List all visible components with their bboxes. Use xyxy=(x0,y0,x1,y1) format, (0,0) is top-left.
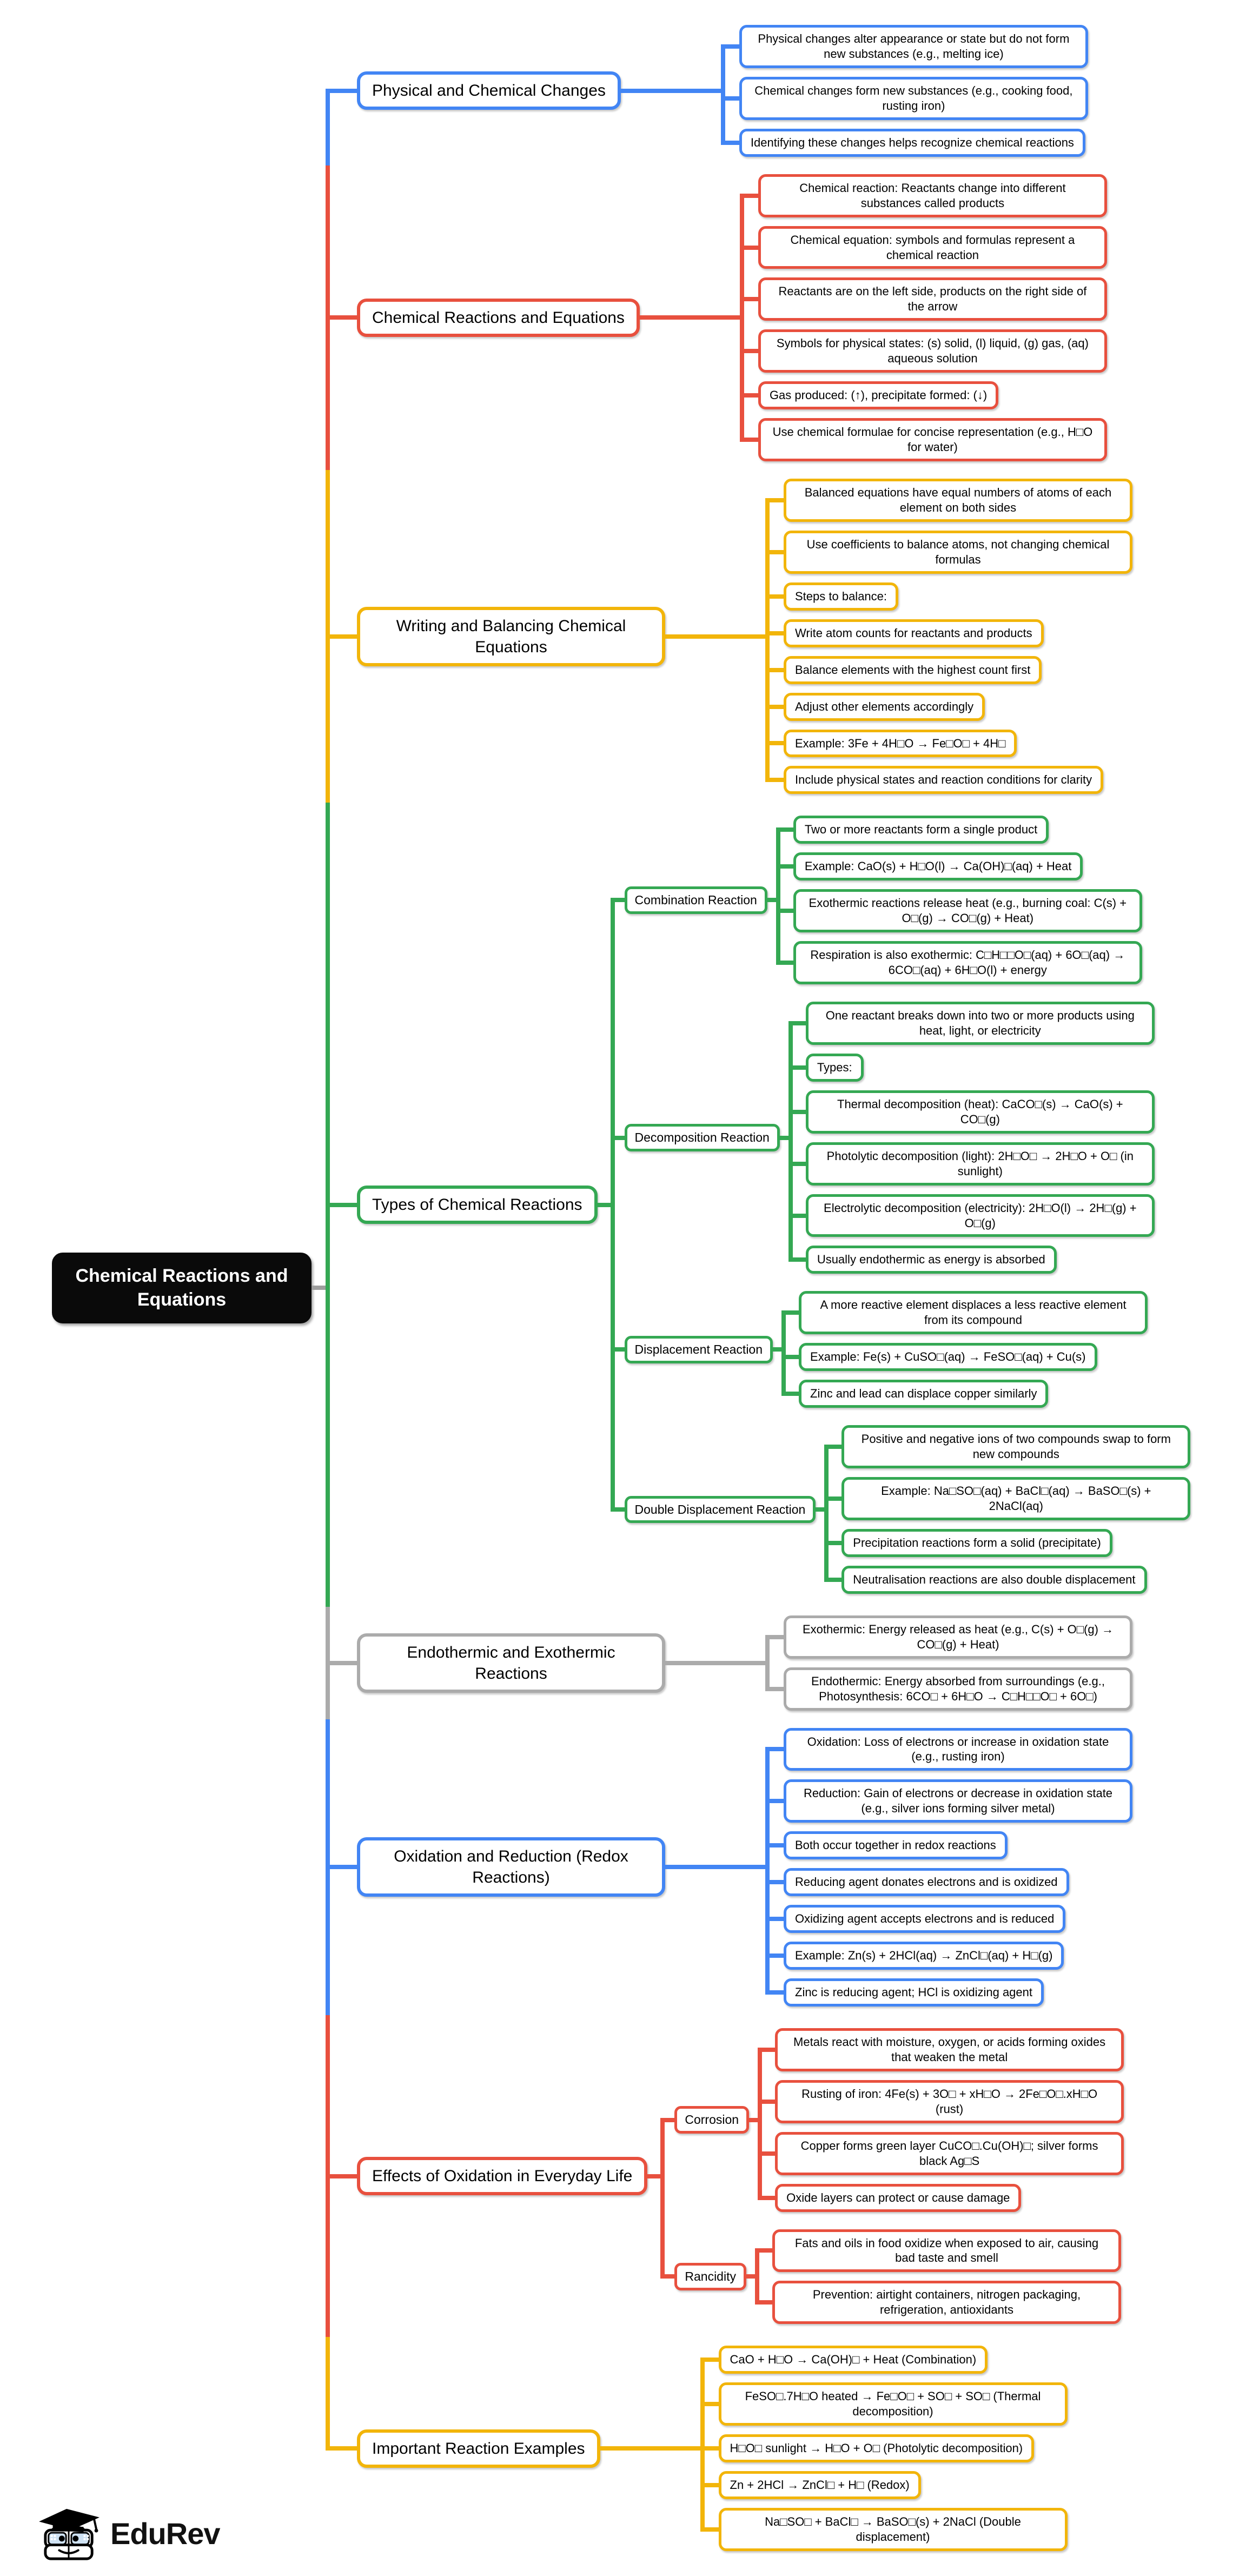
tree-row xyxy=(758,2128,1124,2180)
tree-row xyxy=(326,803,1190,1606)
tree-branch xyxy=(625,1287,1148,1412)
tree-row xyxy=(721,21,1088,72)
tree-branch xyxy=(758,277,1107,321)
leaf-node: Reduction: Gain of electrons or decrease in oxidation state (e.g., silver ions forming silver metal) xyxy=(784,1779,1132,1823)
leaf-node: Respiration is also exothermic: C□H□□O□(aq) + 6O□(aq) → 6CO□(aq) + 6H□O(l) + energy xyxy=(793,941,1142,984)
children-group xyxy=(824,1421,1190,1598)
tree-branch xyxy=(357,1611,1132,1715)
leaf-node: Na□SO□ + BaCl□ → BaSO□(s) + 2NaCl (Double displacement) xyxy=(719,2508,1068,2551)
tree-row xyxy=(824,1421,1190,1473)
leaf-node: CaO + H□O → Ca(OH)□ + Heat (Combination) xyxy=(719,2346,988,2374)
tree-row xyxy=(788,997,1155,1049)
leaf-node: Usually endothermic as energy is absorbed xyxy=(806,1246,1057,1274)
children-group xyxy=(776,811,1142,989)
children-group xyxy=(721,21,1088,161)
tree-row xyxy=(611,807,1191,993)
leaf-node: Reducing agent donates electrons and is oxidized xyxy=(784,1868,1069,1896)
branch-node: Chemical Reactions and Equations xyxy=(357,299,640,337)
tree-branch xyxy=(52,16,1190,2560)
tree-row xyxy=(326,165,1190,470)
leaf-node: Neutralisation reactions are also double displacement xyxy=(841,1566,1147,1594)
tree-row xyxy=(765,474,1132,526)
tree-row xyxy=(326,16,1190,165)
leaf-node: A more reactive element displaces a less reactive element from its compound xyxy=(799,1291,1148,1334)
tree-branch xyxy=(784,582,898,611)
leaf-node: Copper forms green layer CuCO□.Cu(OH)□; silver forms black Ag□S xyxy=(775,2132,1124,2175)
tree-row xyxy=(776,885,1142,937)
tree-branch xyxy=(806,1054,864,1082)
tree-branch xyxy=(793,889,1142,932)
tree-branch xyxy=(784,531,1132,574)
tree-row xyxy=(765,652,1132,688)
subbranch-node: Displacement Reaction xyxy=(625,1336,773,1363)
tree-row xyxy=(765,1974,1132,2011)
tree-branch xyxy=(772,2229,1121,2273)
tree-row xyxy=(700,2504,1068,2555)
tree-branch xyxy=(784,1615,1132,1659)
leaf-node: Endothermic: Energy absorbed from surroundings (e.g., Photosynthesis: 6CO□ + 6H□O → C□H□□O□ + 6O□) xyxy=(784,1667,1132,1711)
tree-row xyxy=(758,2024,1124,2076)
leaf-node: Chemical equation: symbols and formulas represent a chemical reaction xyxy=(758,226,1107,269)
tree-row xyxy=(788,1049,1155,1086)
tree-branch xyxy=(799,1380,1048,1408)
tree-branch xyxy=(357,807,1190,1602)
leaf-node: Rusting of iron: 4Fe(s) + 3O□ + xH□O → 2Fe□O□.xH□O (rust) xyxy=(775,2080,1124,2123)
tree-branch xyxy=(784,1831,1008,1859)
tree-row xyxy=(326,2337,1190,2560)
children-group xyxy=(781,1287,1148,1412)
tree-branch xyxy=(739,77,1088,120)
tree-row xyxy=(781,1375,1148,1412)
branch-node: Endothermic and Exothermic Reactions xyxy=(357,1633,665,1693)
leaf-node: Two or more reactants form a single product xyxy=(793,816,1049,844)
subbranch-node: Decomposition Reaction xyxy=(625,1124,780,1151)
leaf-node: H□O□ sunlight → H□O + O□ (Photolytic decomposition) xyxy=(719,2434,1035,2462)
tree-row xyxy=(788,1190,1155,1242)
subbranch-node: Corrosion xyxy=(674,2106,749,2134)
tree-branch xyxy=(758,226,1107,269)
tree-row xyxy=(776,811,1142,848)
children-group xyxy=(788,997,1155,1278)
tree-row xyxy=(326,1607,1190,1719)
tree-row xyxy=(788,1138,1155,1190)
tree-branch xyxy=(841,1477,1190,1520)
tree-branch xyxy=(758,329,1107,373)
tree-branch xyxy=(739,129,1085,157)
leaf-node: Example: Zn(s) + 2HCl(aq) → ZnCl□(aq) + H□(g) xyxy=(784,1942,1064,1970)
tree-branch xyxy=(784,479,1132,522)
leaf-node: Zn + 2HCl → ZnCl□ + H□ (Redox) xyxy=(719,2471,921,2499)
tree-branch xyxy=(357,170,1107,466)
tree-row xyxy=(765,1900,1132,1937)
tree-branch xyxy=(775,2028,1124,2071)
tree-branch xyxy=(784,619,1044,647)
leaf-node: Zinc and lead can displace copper similarly xyxy=(799,1380,1048,1408)
tree-row xyxy=(758,2076,1124,2128)
leaf-node: Symbols for physical states: (s) solid, (l) liquid, (g) gas, (aq) aqueous solution xyxy=(758,329,1107,373)
tree-row xyxy=(755,2225,1121,2277)
tree-branch xyxy=(841,1566,1147,1594)
leaf-node: FeSO□.7H□O heated → Fe□O□ + SO□ + SO□ (Thermal decomposition) xyxy=(719,2382,1068,2426)
branch-node: Physical and Chemical Changes xyxy=(357,71,621,110)
leaf-node: Thermal decomposition (heat): CaCO□(s) → CaO(s) + CO□(g) xyxy=(806,1090,1155,1134)
tree-row xyxy=(740,377,1107,414)
tree-branch xyxy=(357,2341,1068,2555)
tree-row xyxy=(740,222,1107,274)
tree-row xyxy=(740,325,1107,377)
mindmap-tree xyxy=(52,16,1190,2560)
tree-row xyxy=(700,2378,1068,2430)
tree-branch xyxy=(784,1942,1064,1970)
tree-branch xyxy=(775,2132,1124,2175)
edurev-wordmark: EduRev xyxy=(110,2517,220,2551)
tree-branch xyxy=(806,1246,1057,1274)
tree-branch xyxy=(719,2346,988,2374)
tree-branch xyxy=(806,1194,1155,1237)
leaf-node: Identifying these changes helps recognize chemical reactions xyxy=(739,129,1085,157)
tree-row xyxy=(776,848,1142,885)
children-group xyxy=(660,2019,1124,2333)
tree-branch xyxy=(625,811,1142,989)
tree-row xyxy=(765,725,1132,762)
branch-node: Oxidation and Reduction (Redox Reactions) xyxy=(357,1837,665,1897)
leaf-node: Precipitation reactions form a solid (precipitate) xyxy=(841,1529,1112,1557)
leaf-node: Example: Na□SO□(aq) + BaCl□(aq) → BaSO□(s) + 2NaCl(aq) xyxy=(841,1477,1190,1520)
tree-branch xyxy=(784,1905,1065,1933)
tree-branch xyxy=(799,1291,1148,1334)
tree-row xyxy=(824,1561,1190,1598)
leaf-node: Physical changes alter appearance or state but do not form new substances (e.g., melting ice) xyxy=(739,25,1088,68)
tree-branch xyxy=(775,2080,1124,2123)
leaf-node: Positive and negative ions of two compounds swap to form new compounds xyxy=(841,1425,1190,1468)
tree-row xyxy=(765,526,1132,578)
leaf-node: Both occur together in redox reactions xyxy=(784,1831,1008,1859)
tree-branch xyxy=(784,656,1042,684)
tree-branch xyxy=(799,1343,1097,1371)
tree-row xyxy=(740,170,1107,222)
tree-branch xyxy=(784,1779,1132,1823)
root-node: Chemical Reactions and Equations xyxy=(52,1253,312,1323)
leaf-node: Types: xyxy=(806,1054,864,1082)
leaf-node: Fats and oils in food oxidize when exposed to air, causing bad taste and smell xyxy=(772,2229,1121,2273)
children-group xyxy=(765,1611,1132,1715)
tree-row xyxy=(740,414,1107,466)
branch-node: Types of Chemical Reactions xyxy=(357,1186,598,1224)
tree-row xyxy=(700,2341,1068,2378)
leaf-node: Oxidation: Loss of electrons or increase in oxidation state (e.g., rusting iron) xyxy=(784,1728,1132,1771)
tree-row xyxy=(721,72,1088,124)
branch-node: Important Reaction Examples xyxy=(357,2429,600,2468)
tree-row xyxy=(788,1241,1155,1278)
tree-branch xyxy=(784,1868,1069,1896)
tree-branch xyxy=(719,2434,1035,2462)
tree-branch xyxy=(357,2019,1124,2333)
tree-branch xyxy=(784,693,985,721)
tree-row xyxy=(765,1827,1132,1864)
tree-row xyxy=(765,1864,1132,1900)
tree-branch xyxy=(719,2508,1068,2551)
tree-row xyxy=(788,1086,1155,1138)
tree-row xyxy=(660,2221,1124,2333)
subbranch-node: Rancidity xyxy=(674,2263,746,2290)
children-group xyxy=(765,474,1132,798)
branch-node: Writing and Balancing Chemical Equations xyxy=(357,607,665,666)
tree-row xyxy=(765,761,1132,798)
tree-branch xyxy=(739,25,1088,68)
tree-branch xyxy=(784,1667,1132,1711)
leaf-node: Adjust other elements accordingly xyxy=(784,693,985,721)
tree-branch xyxy=(793,816,1049,844)
edurev-mascot-icon xyxy=(38,2506,102,2562)
tree-branch xyxy=(806,1142,1155,1186)
tree-row xyxy=(824,1473,1190,1525)
tree-row xyxy=(776,937,1142,989)
tree-branch xyxy=(806,1090,1155,1134)
leaf-node: Photolytic decomposition (light): 2H□O□ → 2H□O + O□ (in sunlight) xyxy=(806,1142,1155,1186)
leaf-node: Steps to balance: xyxy=(784,582,898,611)
leaf-node: Oxide layers can protect or cause damage xyxy=(775,2184,1021,2212)
tree-branch xyxy=(719,2382,1068,2426)
tree-row xyxy=(611,1282,1191,1416)
tree-branch xyxy=(841,1425,1190,1468)
tree-row xyxy=(700,2430,1068,2467)
subbranch-node: Combination Reaction xyxy=(625,886,767,914)
leaf-node: Balance elements with the highest count first xyxy=(784,656,1042,684)
tree-branch xyxy=(357,21,1088,161)
tree-branch xyxy=(793,941,1142,984)
tree-row xyxy=(326,470,1190,803)
tree-branch xyxy=(357,474,1132,798)
tree-row xyxy=(758,2180,1124,2216)
tree-branch xyxy=(758,418,1107,461)
tree-branch xyxy=(806,1002,1155,1045)
tree-row xyxy=(765,615,1132,652)
children-group xyxy=(765,1724,1132,2011)
tree-row xyxy=(660,2019,1124,2221)
tree-branch xyxy=(775,2184,1021,2212)
tree-branch xyxy=(758,174,1107,217)
children-group xyxy=(755,2225,1121,2329)
leaf-node: Metals react with moisture, oxygen, or acids forming oxides that weaken the metal xyxy=(775,2028,1124,2071)
tree-branch xyxy=(784,766,1103,794)
tree-branch xyxy=(784,1978,1044,2007)
tree-row xyxy=(765,1611,1132,1663)
tree-row xyxy=(765,1724,1132,1776)
leaf-node: Example: CaO(s) + H□O(l) → Ca(OH)□(aq) + Heat xyxy=(793,852,1083,880)
tree-branch xyxy=(625,1421,1191,1598)
tree-row xyxy=(326,1719,1190,2015)
tree-branch xyxy=(674,2024,1124,2216)
leaf-node: One reactant breaks down into two or more products using heat, light, or electricity xyxy=(806,1002,1155,1045)
tree-row xyxy=(765,578,1132,615)
leaf-node: Use coefficients to balance atoms, not changing chemical formulas xyxy=(784,531,1132,574)
tree-branch xyxy=(784,1728,1132,1771)
edurev-logo[interactable] xyxy=(38,2506,220,2562)
children-group xyxy=(740,170,1107,466)
leaf-node: Exothermic: Energy released as heat (e.g., C(s) + O□(g) → CO□(g) + Heat) xyxy=(784,1615,1132,1659)
tree-row xyxy=(781,1339,1148,1375)
tree-row xyxy=(755,2276,1121,2328)
tree-branch xyxy=(784,730,1017,758)
children-group xyxy=(326,16,1190,2560)
branch-node: Effects of Oxidation in Everyday Life xyxy=(357,2157,647,2195)
children-group xyxy=(700,2341,1068,2555)
leaf-node: Gas produced: (↑), precipitate formed: (↓) xyxy=(758,381,998,409)
tree-branch xyxy=(772,2281,1121,2324)
tree-row xyxy=(781,1287,1148,1339)
tree-row xyxy=(765,1775,1132,1827)
tree-branch xyxy=(793,852,1083,880)
tree-row xyxy=(721,124,1088,161)
leaf-node: Write atom counts for reactants and products xyxy=(784,619,1044,647)
leaf-node: Zinc is reducing agent; HCl is oxidizing agent xyxy=(784,1978,1044,2007)
leaf-node: Electrolytic decomposition (electricity): 2H□O(l) → 2H□(g) + O□(g) xyxy=(806,1194,1155,1237)
tree-row xyxy=(765,1663,1132,1715)
tree-row xyxy=(765,1937,1132,1974)
leaf-node: Example: Fe(s) + CuSO□(aq) → FeSO□(aq) + Cu(s) xyxy=(799,1343,1097,1371)
leaf-node: Prevention: airtight containers, nitrogen packaging, refrigeration, antioxidants xyxy=(772,2281,1121,2324)
leaf-node: Use chemical formulae for concise representation (e.g., H□O for water) xyxy=(758,418,1107,461)
leaf-node: Oxidizing agent accepts electrons and is reduced xyxy=(784,1905,1065,1933)
leaf-node: Chemical changes form new substances (e.g., cooking food, rusting iron) xyxy=(739,77,1088,120)
tree-branch xyxy=(625,997,1155,1278)
children-group xyxy=(758,2024,1124,2216)
tree-row xyxy=(740,273,1107,325)
tree-row xyxy=(611,993,1191,1282)
leaf-node: Balanced equations have equal numbers of atoms of each element on both sides xyxy=(784,479,1132,522)
tree-row xyxy=(765,688,1132,725)
tree-branch xyxy=(357,1724,1132,2011)
children-group xyxy=(611,807,1191,1602)
leaf-node: Example: 3Fe + 4H□O → Fe□O□ + 4H□ xyxy=(784,730,1017,758)
tree-row xyxy=(611,1416,1191,1602)
leaf-node: Exothermic reactions release heat (e.g., burning coal: C(s) + O□(g) → CO□(g) + Heat) xyxy=(793,889,1142,932)
tree-row xyxy=(824,1525,1190,1561)
tree-row xyxy=(326,2015,1190,2337)
tree-branch xyxy=(758,381,998,409)
leaf-node: Chemical reaction: Reactants change into different substances called products xyxy=(758,174,1107,217)
tree-branch xyxy=(841,1529,1112,1557)
leaf-node: Reactants are on the left side, products on the right side of the arrow xyxy=(758,277,1107,321)
leaf-node: Include physical states and reaction conditions for clarity xyxy=(784,766,1103,794)
subbranch-node: Double Displacement Reaction xyxy=(625,1496,816,1524)
tree-branch xyxy=(674,2225,1121,2329)
